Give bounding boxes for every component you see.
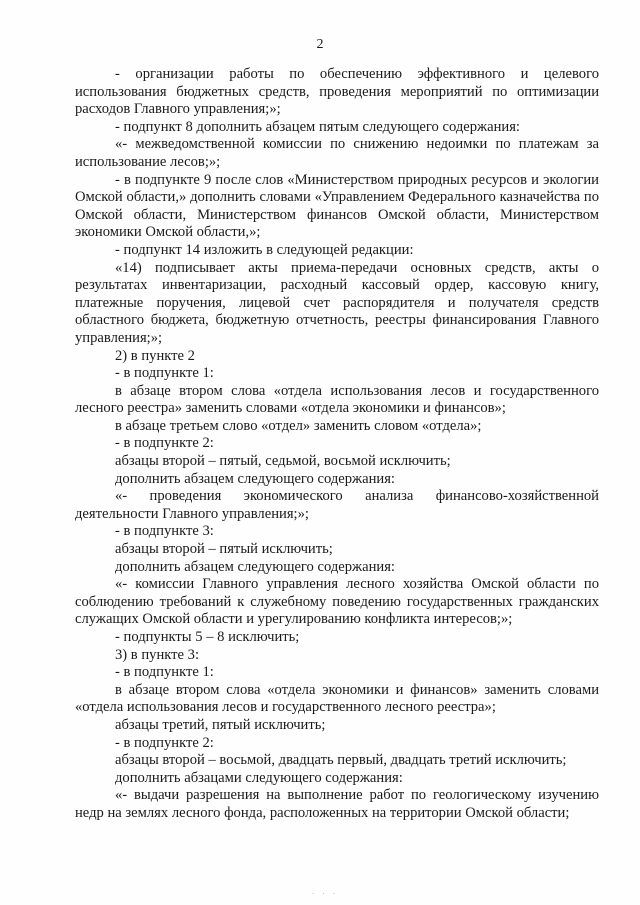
paragraph: - в подпункте 2: xyxy=(115,734,214,751)
paragraph: - в подпункте 1: xyxy=(115,664,214,681)
paragraph: - организации работы по обеспечению эффективного и целевого использования бюджетных средств, проведения мероприятий по оптимизации расходов Главного управления;»; xyxy=(75,66,599,118)
paragraph: 2) в пункте 2 xyxy=(115,347,195,364)
page-number: 2 xyxy=(316,37,324,52)
paragraph: в абзаце третьем слово «отдел» заменить словом «отдела»; xyxy=(115,417,482,434)
paragraph: - в подпункте 1: xyxy=(115,365,214,382)
paragraph: в абзаце втором слова «отдела использования лесов и государственного лесного реестра» заменить словами «отдела экономики и финансов»; xyxy=(75,382,599,417)
paragraph: - подпункты 5 – 8 исключить; xyxy=(115,629,300,645)
paragraph: «- межведомственной комиссии по снижению недоимки по платежам за использование лесов;»; xyxy=(75,136,599,170)
document-body xyxy=(75,66,599,823)
paragraph: - в подпункте 2: xyxy=(115,435,214,452)
paragraph: абзацы второй – пятый исключить; xyxy=(115,541,333,558)
paragraph: - подпункт 14 изложить в следующей редакции: xyxy=(115,241,414,258)
paragraph: дополнить абзацем следующего содержания: xyxy=(115,558,395,575)
paragraph: дополнить абзацем следующего содержания: xyxy=(115,470,395,487)
paragraph: - в подпункте 9 после слов «Министерством природных ресурсов и экологии Омской области,» дополнить словами «Управлением Федерального казначейства по Омской области, Министерством финансов Омской области, Министерством экономики Омской области,»; xyxy=(75,171,599,241)
paragraph: «14) подписывает акты приема-передачи основных средств, акты о результатах инвентаризации, расходный кассовый ордер, кассовую книгу, платежные поручения, лицевой счет распорядителя и получателя средств областного бюджета, бюджетную отчетность, реестры финансирования Главного управления;»; xyxy=(75,259,599,346)
paragraph: «- проведения экономического анализа финансово-хозяйственной деятельности Главного управления;»; xyxy=(75,488,599,522)
scan-artifact: . . . xyxy=(312,886,339,896)
paragraph: абзацы третий, пятый исключить; xyxy=(115,716,326,733)
paragraph: дополнить абзацами следующего содержания: xyxy=(115,769,403,786)
paragraph: - подпункт 8 дополнить абзацем пятым следующего содержания: xyxy=(115,118,520,135)
paragraph: абзацы второй – восьмой, двадцать первый, двадцать третий исключить; xyxy=(115,752,567,769)
paragraph: в абзаце втором слова «отдела экономики и финансов» заменить словами «отдела использования лесов и государственного лесного реестра»; xyxy=(75,681,599,716)
paragraph: 3) в пункте 3: xyxy=(115,646,200,663)
paragraph: - в подпункте 3: xyxy=(115,523,214,540)
paragraph: абзацы второй – пятый, седьмой, восьмой исключить; xyxy=(115,453,451,470)
paragraph: «- выдачи разрешения на выполнение работ по геологическому изучению недр на землях лесного фонда, расположенных на территории Омской области; xyxy=(75,787,599,821)
paragraph: «- комиссии Главного управления лесного хозяйства Омской области по соблюдению требований к служебному поведению государственных гражданских служащих Омской области и урегулированию конфликта интересов;»; xyxy=(75,576,599,628)
